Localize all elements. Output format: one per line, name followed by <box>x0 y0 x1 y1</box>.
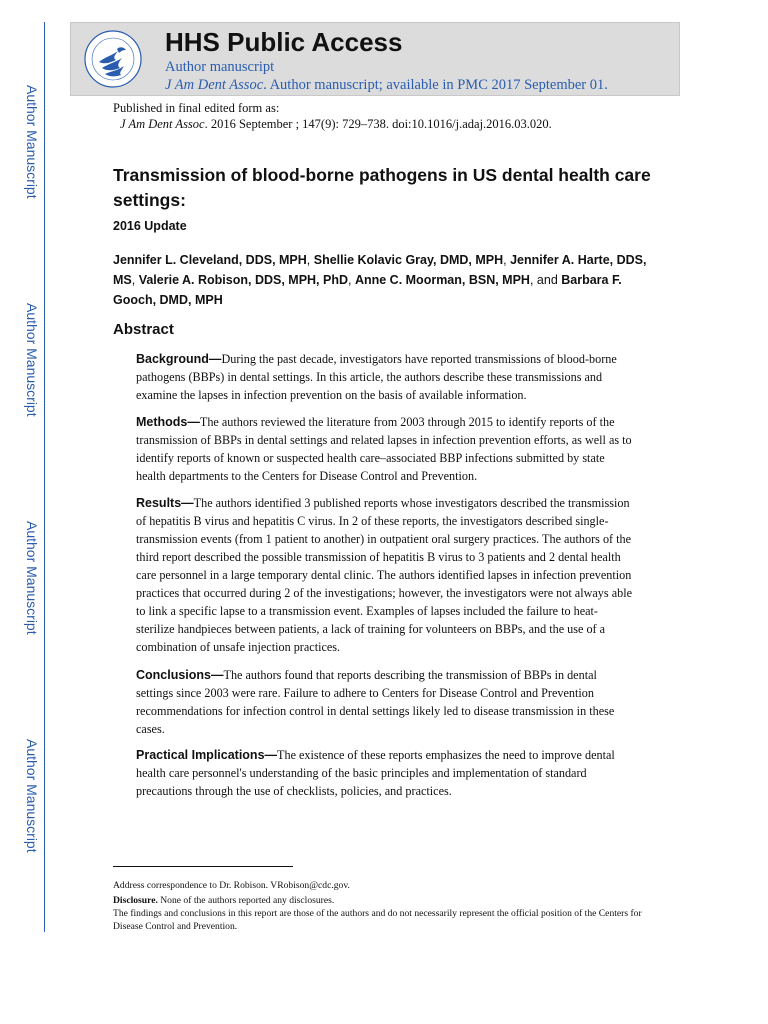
hhs-banner <box>70 22 680 96</box>
section-label: Practical Implications— <box>136 748 278 762</box>
footnote-correspondence: Address correspondence to Dr. Robison. VRobison@cdc.gov. <box>113 880 350 891</box>
side-label-author-manuscript: Author Manuscript <box>24 85 40 199</box>
section-label: Background— <box>136 352 222 366</box>
margin-rule <box>44 22 45 932</box>
footnote-disclaimer: The findings and conclusions in this report are those of the authors and do not necessarily represent the official position of the Centers for Disease Control and Prevention. <box>113 908 642 932</box>
abstract-conclusions <box>136 666 636 738</box>
section-text: The authors found that reports describing the transmission of BBPs in dental settings since 2003 were rare. Failure to adhere to Centers for Disease Control and Prevention recommendations for infection control in dental settings likely led to disease transmission in these cases. <box>136 668 615 736</box>
author-separator: , <box>503 253 511 267</box>
author-name: Barbara F. Gooch, DMD, MPH <box>113 273 622 307</box>
abstract-heading: Abstract <box>113 321 174 338</box>
published-label: Published in final edited form as: <box>113 101 280 115</box>
abstract-practical-implications <box>136 746 636 800</box>
author-separator: , <box>131 273 139 287</box>
banner-title: HHS Public Access <box>165 27 403 57</box>
author-separator: , <box>348 273 355 287</box>
footnote-disclosure <box>113 894 658 907</box>
disclosure-label: Disclosure. <box>113 895 158 906</box>
published-in <box>113 100 552 132</box>
banner-citation-text: . Author manuscript; available in PMC 2017 September 01. <box>263 77 608 93</box>
published-citation-text: . 2016 September ; 147(9): 729–738. doi:10.1016/j.adaj.2016.03.020. <box>204 117 552 131</box>
section-label: Conclusions— <box>136 668 224 682</box>
author-separator: , <box>306 253 314 267</box>
footnote-divider <box>113 866 293 867</box>
published-citation <box>113 116 552 132</box>
author-name: Jennifer A. Harte, DDS, MS <box>113 253 647 287</box>
banner-subtitle: Author manuscript <box>165 59 275 75</box>
abstract-background <box>136 350 636 404</box>
side-label-author-manuscript: Author Manuscript <box>24 303 40 417</box>
section-text: The authors identified 3 published reports whose investigators described the transmission of hepatitis B virus and hepatitis C virus. In 2 of these reports, the investigators described single-transmission events (from 1 patient to another) in outpatient oral surgery practices. The authors of the third report described the possible transmission of hepatitis B virus to 3 patients and 2 dental health care personnel in a large temporary dental clinic. The authors identified lapses in infection prevention practices that occurred during 2 of the investigations; however, the investigators were not always able to link a specific lapse to a transmission event. Examples of lapses included the failure to heat-sterilize handpieces between patients, a lack of training for volunteers on BBPs, and the use of a combination of unsafe injection practices. <box>136 496 632 654</box>
author-name: Valerie A. Robison, DDS, MPH, PhD <box>138 273 348 287</box>
section-text: The authors reviewed the literature from 2003 through 2015 to identify reports of the transmission of BBPs in dental settings and related lapses in infection prevention efforts, as well as to identify reports of known or suspected health care–associated BBP infections submitted by state health departments to the Centers for Disease Control and Prevention. <box>136 415 632 483</box>
section-text: During the past decade, investigators have reported transmissions of blood-borne pathogens (BBPs) in dental settings. In this article, the authors describe these transmissions and examine the lapses in infection prevention on the basis of available information. <box>136 352 617 402</box>
hhs-eagle-seal-icon <box>83 29 143 89</box>
author-name: Jennifer L. Cleveland, DDS, MPH <box>113 253 307 267</box>
section-label: Methods— <box>136 415 200 429</box>
abstract-methods <box>136 413 636 485</box>
section-label: Results— <box>136 496 194 510</box>
side-label-author-manuscript: Author Manuscript <box>24 739 40 853</box>
author-name: Anne C. Moorman, BSN, MPH <box>354 273 530 287</box>
section-text: The existence of these reports emphasizes the need to improve dental health care personnel's understanding of the basic principles and implementation of standard precautions through the use of checklists, policies, and practices. <box>136 748 615 798</box>
banner-citation <box>165 76 608 94</box>
author-list <box>113 250 658 310</box>
article-title: Transmission of blood-borne pathogens in US dental health care settings: <box>113 165 651 210</box>
side-label-author-manuscript: Author Manuscript <box>24 521 40 635</box>
article-subtitle: 2016 Update <box>113 219 187 233</box>
disclosure-text: None of the authors reported any disclosures. <box>157 895 335 906</box>
author-name: Shellie Kolavic Gray, DMD, MPH <box>313 253 504 267</box>
author-separator: , and <box>529 273 562 287</box>
published-journal: J Am Dent Assoc <box>120 117 205 131</box>
abstract-results <box>136 494 636 656</box>
banner-journal: J Am Dent Assoc <box>165 77 264 93</box>
